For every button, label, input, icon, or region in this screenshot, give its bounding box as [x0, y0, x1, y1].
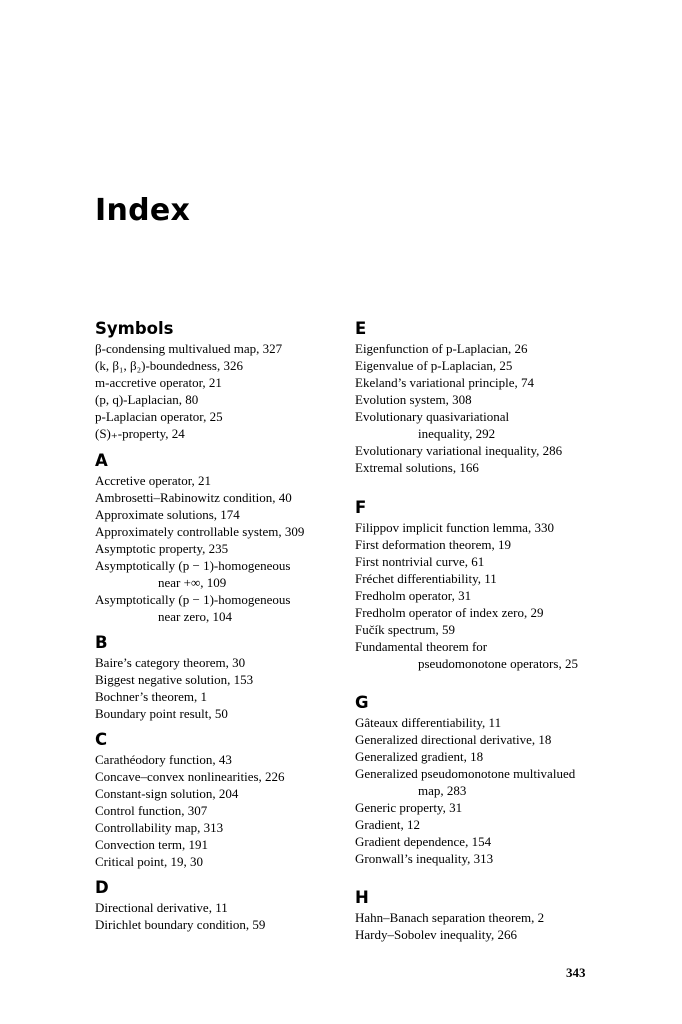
index-entry-text: Generalized directional derivative, 18	[355, 732, 552, 747]
index-entry-text: Fučík spectrum, 59	[355, 622, 456, 637]
index-entry	[95, 391, 340, 408]
index-entry	[355, 799, 605, 816]
index-entry-text: (k, β₁, β₂)-boundedness, 326	[95, 358, 243, 373]
index-entry	[95, 506, 340, 523]
index-entry-continuation: near zero, 104	[158, 609, 232, 624]
section-heading: D	[95, 878, 109, 897]
index-entry	[355, 570, 605, 587]
index-entry	[95, 688, 340, 705]
index-entry-text: Extremal solutions, 166	[355, 460, 479, 475]
section-heading: G	[355, 693, 369, 712]
index-entry-text: Fredholm operator, 31	[355, 588, 472, 603]
index-entry	[355, 926, 605, 943]
index-entry-text: Gronwall’s inequality, 313	[355, 851, 494, 866]
index-entry-text: Constant-sign solution, 204	[95, 786, 239, 801]
index-entry	[355, 519, 605, 536]
index-column-left	[95, 318, 340, 933]
index-entry	[355, 587, 605, 604]
index-entry	[95, 357, 340, 374]
index-entry-text: Convection term, 191	[95, 837, 209, 852]
index-entry	[355, 765, 605, 799]
index-entry	[95, 671, 340, 688]
index-entry-text: Asymptotically (p − 1)-homogeneous	[95, 558, 291, 573]
index-entry	[95, 523, 340, 540]
index-entry-text: Boundary point result, 50	[95, 706, 228, 721]
section-heading: Symbols	[95, 319, 174, 338]
index-entry-text: Approximate solutions, 174	[95, 507, 240, 522]
index-entry-text: First nontrivial curve, 61	[355, 554, 485, 569]
index-entry-text: Hahn–Banach separation theorem, 2	[355, 910, 545, 925]
index-entry-text: Biggest negative solution, 153	[95, 672, 254, 687]
section-heading: A	[95, 451, 108, 470]
index-entry	[355, 748, 605, 765]
index-entry	[355, 536, 605, 553]
index-entry	[95, 408, 340, 425]
index-entry-text: Dirichlet boundary condition, 59	[95, 917, 266, 932]
index-entry	[95, 768, 340, 785]
index-entry-continuation: pseudomonotone operators, 25	[418, 656, 578, 671]
index-entry	[355, 459, 605, 476]
index-entry-text: Filippov implicit function lemma, 330	[355, 520, 554, 535]
index-entry	[355, 909, 605, 926]
index-entry-text: Directional derivative, 11	[95, 900, 228, 915]
index-entry-text: Critical point, 19, 30	[95, 854, 203, 869]
index-entry	[355, 340, 605, 357]
section-heading: E	[355, 319, 367, 338]
index-entry-continuation: inequality, 292	[418, 426, 496, 441]
page-number: 343	[566, 965, 586, 980]
index-entry	[355, 374, 605, 391]
index-entry-text: (S)₊-property, 24	[95, 426, 185, 441]
index-entry-text: Concave–convex nonlinearities, 226	[95, 769, 285, 784]
index-entry	[95, 540, 340, 557]
index-entry-text: Fredholm operator of index zero, 29	[355, 605, 544, 620]
index-entry	[355, 833, 605, 850]
index-entry	[95, 340, 340, 357]
index-section	[95, 318, 340, 442]
index-entry	[355, 850, 605, 867]
index-entry	[95, 836, 340, 853]
index-entry	[95, 557, 340, 591]
index-section	[95, 877, 340, 933]
index-entry	[95, 591, 340, 625]
section-heading: F	[355, 498, 367, 517]
index-entry	[355, 391, 605, 408]
index-entry	[355, 621, 605, 638]
index-entry-text: (p, q)-Laplacian, 80	[95, 392, 199, 407]
index-column-right	[355, 318, 605, 943]
index-entry	[95, 425, 340, 442]
index-entry-text: Asymptotic property, 235	[95, 541, 229, 556]
index-entry	[355, 553, 605, 570]
index-entry-text: Generalized gradient, 18	[355, 749, 484, 764]
index-entry-text: Eigenvalue of p-Laplacian, 25	[355, 358, 513, 373]
index-entry	[95, 802, 340, 819]
index-entry	[95, 472, 340, 489]
index-entry	[95, 916, 340, 933]
index-entry-text: Evolutionary variational inequality, 286	[355, 443, 563, 458]
index-entry-text: Ekeland’s variational principle, 74	[355, 375, 535, 390]
index-entry	[95, 819, 340, 836]
index-entry	[355, 638, 605, 672]
index-section	[355, 887, 605, 943]
index-entry-text: Carathéodory function, 43	[95, 752, 232, 767]
index-entry	[95, 374, 340, 391]
index-entry	[355, 357, 605, 374]
index-entry-text: Gradient, 12	[355, 817, 420, 832]
section-heading: H	[355, 888, 369, 907]
index-entry-text: Evolutionary quasivariational	[355, 409, 510, 424]
index-entry-text: Control function, 307	[95, 803, 208, 818]
index-section	[95, 450, 340, 625]
index-entry-text: Approximately controllable system, 309	[95, 524, 305, 539]
index-entry-text: Gâteaux differentiability, 11	[355, 715, 502, 730]
index-entry	[95, 899, 340, 916]
index-entry-text: Gradient dependence, 154	[355, 834, 492, 849]
index-entry	[95, 751, 340, 768]
page-title: Index	[95, 193, 191, 228]
index-section	[95, 729, 340, 870]
index-entry-text: m-accretive operator, 21	[95, 375, 222, 390]
index-section	[355, 692, 605, 867]
index-section	[355, 497, 605, 672]
index-entry-text: Asymptotically (p − 1)-homogeneous	[95, 592, 291, 607]
index-entry	[355, 714, 605, 731]
index-entry-text: Generalized pseudomonotone multivalued	[355, 766, 576, 781]
index-entry	[95, 705, 340, 722]
index-entry-text: Evolution system, 308	[355, 392, 472, 407]
index-entry	[355, 816, 605, 833]
index-entry-text: Baire’s category theorem, 30	[95, 655, 246, 670]
index-entry-text: Fréchet differentiability, 11	[355, 571, 497, 586]
index-entry	[95, 853, 340, 870]
index-entry	[355, 604, 605, 621]
index-entry	[355, 408, 605, 442]
index-entry-text: Controllability map, 313	[95, 820, 224, 835]
index-entry	[355, 442, 605, 459]
section-heading: B	[95, 633, 108, 652]
index-entry-text: Ambrosetti–Rabinowitz condition, 40	[95, 490, 292, 505]
index-section	[95, 632, 340, 722]
index-entry-text: Fundamental theorem for	[355, 639, 488, 654]
section-heading: C	[95, 730, 108, 749]
index-entry-text: Bochner’s theorem, 1	[95, 689, 208, 704]
index-entry	[355, 731, 605, 748]
index-entry-continuation: near +∞, 109	[158, 575, 227, 590]
index-section	[355, 318, 605, 476]
index-entry-text: p-Laplacian operator, 25	[95, 409, 223, 424]
index-entry-text: Eigenfunction of p-Laplacian, 26	[355, 341, 528, 356]
index-entry-text: Generic property, 31	[355, 800, 463, 815]
index-entry	[95, 489, 340, 506]
index-entry-text: β-condensing multivalued map, 327	[95, 341, 283, 356]
index-entry-continuation: map, 283	[418, 783, 467, 798]
index-entry	[95, 654, 340, 671]
index-entry-text: Accretive operator, 21	[95, 473, 212, 488]
index-entry-text: Hardy–Sobolev inequality, 266	[355, 927, 517, 942]
index-entry-text: First deformation theorem, 19	[355, 537, 511, 552]
index-entry	[95, 785, 340, 802]
